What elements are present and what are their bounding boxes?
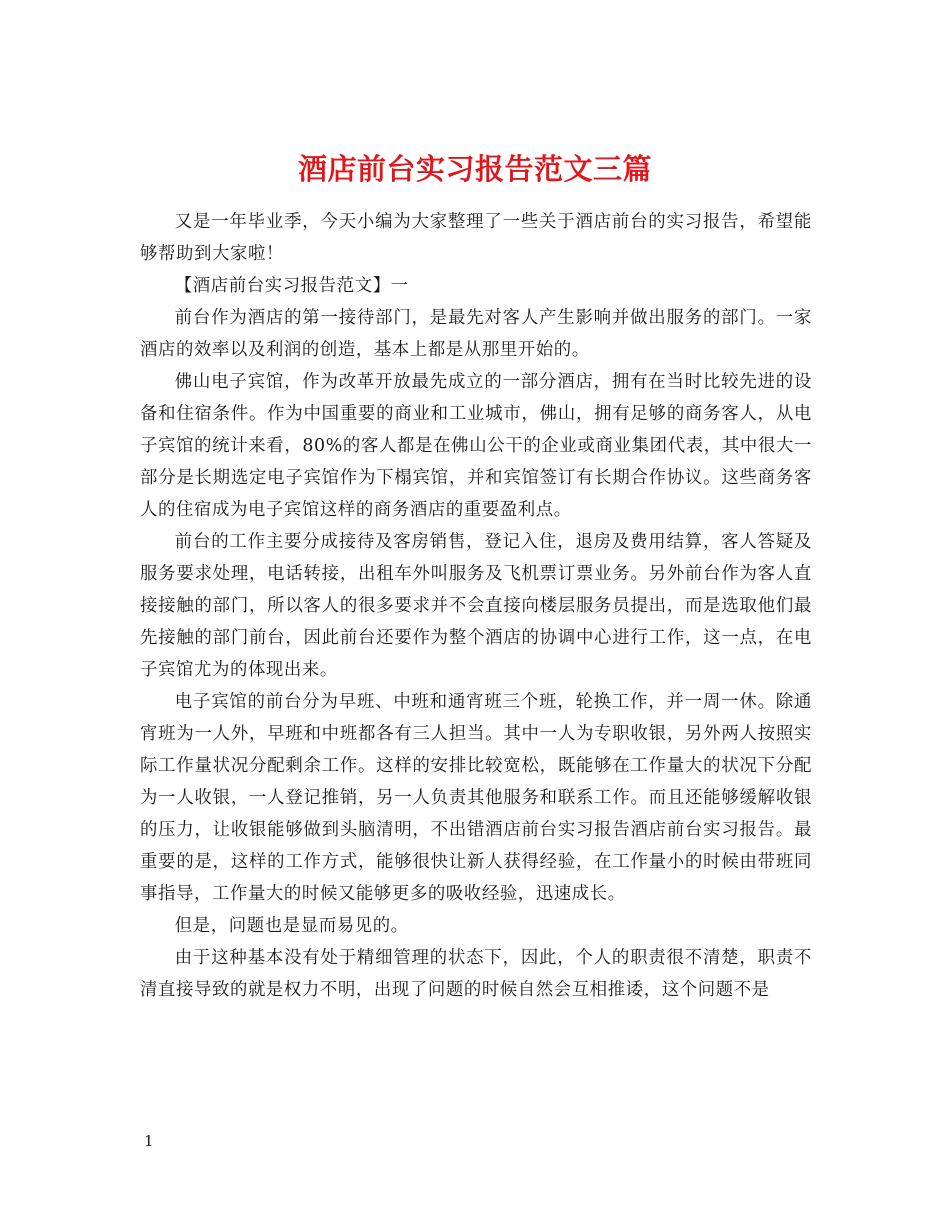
paragraph-front-desk-role: 前台作为酒店的第一接待部门，是最先对客人产生影响并做出服务的部门。一家酒店的效率以及利润的创造，基本上都是从那里开始的。 (140, 308, 812, 360)
paragraph-foshan-hotel: 佛山电子宾馆，作为改革开放最先成立的一部分酒店，拥有在当时比较先进的设备和住宿条件。作为中国重要的商业和工业城市，佛山，拥有足够的商务客人，从电子宾馆的统计来看，80%的客人都是在佛山公干的企业或商业集团代表，其中很大一部分是长期选定电子宾馆作为下榻宾馆，并和宾馆签订有长期合作协议。这些商务客人的住宿成为电子宾馆这样的商务酒店的重要盈利点。 (140, 372, 812, 520)
paragraph-problem-intro: 但是，问题也是显而易见的。 (174, 916, 409, 936)
paragraph-front-desk-duties: 前台的工作主要分成接待及客房销售，登记入住，退房及费用结算，客人答疑及服务要求处理，电话转接，出租车外叫服务及飞机票订票业务。另外前台作为客人直接接触的部门，所以客人的很多要求并不会直接向楼层服务员提出，而是选取他们最先接触的部门前台，因此前台还要作为整个酒店的协调中心进行工作，这一点，在电子宾馆尤为的体现出来。 (140, 532, 812, 680)
document-body (140, 206, 812, 1006)
paragraph-intro: 又是一年毕业季，今天小编为大家整理了一些关于酒店前台的实习报告，希望能够帮助到大家啦！ (140, 212, 812, 264)
paragraph-shift-arrangement: 电子宾馆的前台分为早班、中班和通宵班三个班，轮换工作，并一周一休。除通宵班为一人外，早班和中班都各有三人担当。其中一人为专职收银，另外两人按照实际工作量状况分配剩余工作。这样的安排比较宽松，既能够在工作量大的状况下分配为一人收银，一人登记推销，另一人负责其他服务和联系工作。而且还能够缓解收银的压力，让收银能够做到头脑清明，不出错酒店前台实习报告酒店前台实习报告。最重要的是，这样的工作方式，能够很快让新人获得经验，在工作量小的时候由带班同事指导，工作量大的时候又能够更多的吸收经验，迅速成长。 (140, 692, 812, 904)
document-title: 酒店前台实习报告范文三篇 (297, 152, 652, 187)
paragraph-responsibility-issue: 由于这种基本没有处于精细管理的状态下，因此，个人的职责很不清楚，职责不清直接导致的就是权力不明，出现了问题的时候自然会互相推诿，这个问题不是 (140, 948, 812, 1000)
section-heading-1: 【酒店前台实习报告范文】一 (174, 276, 409, 296)
page-number: 1 (144, 1132, 154, 1150)
